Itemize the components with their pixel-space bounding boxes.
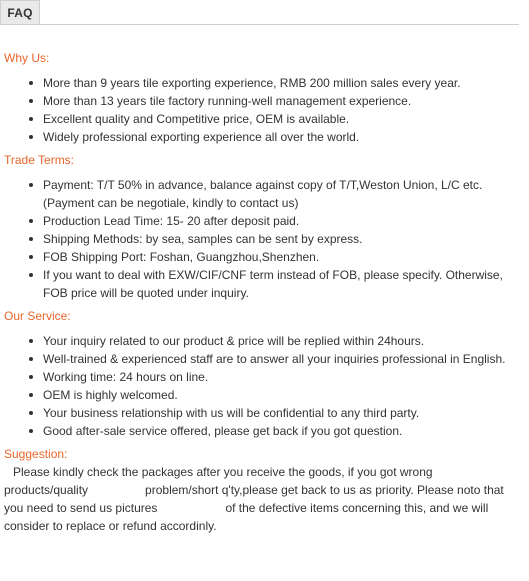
bullet-icon [29,393,33,397]
bullet-icon [29,429,33,433]
list-item: OEM is highly welcomed. [4,386,520,404]
bullet-icon [29,183,33,187]
bullet-icon [29,117,33,121]
bullet-icon [29,357,33,361]
bullet-icon [29,81,33,85]
section-why-us [4,49,520,146]
list-item: Good after-sale service offered, please get back if you got question. [4,422,520,440]
list-item: Widely professional exporting experience all over the world. [4,128,520,146]
bullet-icon [29,135,33,139]
tab-bar [0,0,519,25]
list-item: Working time: 24 hours on line. [4,368,520,386]
tab-faq[interactable]: FAQ [0,0,40,24]
list-item: More than 9 years tile exporting experience, RMB 200 million sales every year. [4,74,520,92]
bullet-list [4,176,520,302]
bullet-icon [29,255,33,259]
list-item: Well-trained & experienced staff are to answer all your inquiries professional in English. [4,350,520,368]
list-item: Your inquiry related to our product & price will be replied within 24hours. [4,332,520,350]
bullet-icon [29,237,33,241]
bullet-icon [29,219,33,223]
suggestion-text: Please kindly check the packages after you receive the goods, if you got wrong products/quality problem/short q'ty,please get back to us as priority. Please noto that you need to send us pictures of the defective items concerning this, and we will consider to replace or refund accordinly. [4,465,504,533]
section-title: Our Service: [4,309,71,323]
section-title: Trade Terms: [4,153,75,167]
section-suggestion [4,445,520,535]
bullet-list [4,74,520,146]
list-item: Excellent quality and Competitive price, OEM is available. [4,110,520,128]
list-item: FOB Shipping Port: Foshan, Guangzhou,Shenzhen. [4,248,520,266]
list-item: If you want to deal with EXW/CIF/CNF term instead of FOB, please specify. Otherwise, FOB price will be quoted under inquiry. [4,266,520,302]
bullet-icon [29,411,33,415]
section-title: Why Us: [4,51,50,65]
section-trade-terms [4,151,520,302]
list-item: Payment: T/T 50% in advance, balance against copy of T/T,Weston Union, L/C etc. (Payment can be negotiale, kindly to contact us) [4,176,520,212]
bullet-icon [29,273,33,277]
list-item: Shipping Methods: by sea, samples can be sent by express. [4,230,520,248]
bullet-icon [29,99,33,103]
section-our-service [4,307,520,440]
bullet-icon [29,339,33,343]
list-item: Production Lead Time: 15- 20 after deposit paid. [4,212,520,230]
section-title: Suggestion: [4,447,68,461]
list-item: Your business relationship with us will be confidential to any third party. [4,404,520,422]
bullet-list [4,332,520,440]
faq-content [4,49,520,535]
bullet-icon [29,375,33,379]
list-item: More than 13 years tile factory running-well management experience. [4,92,520,110]
